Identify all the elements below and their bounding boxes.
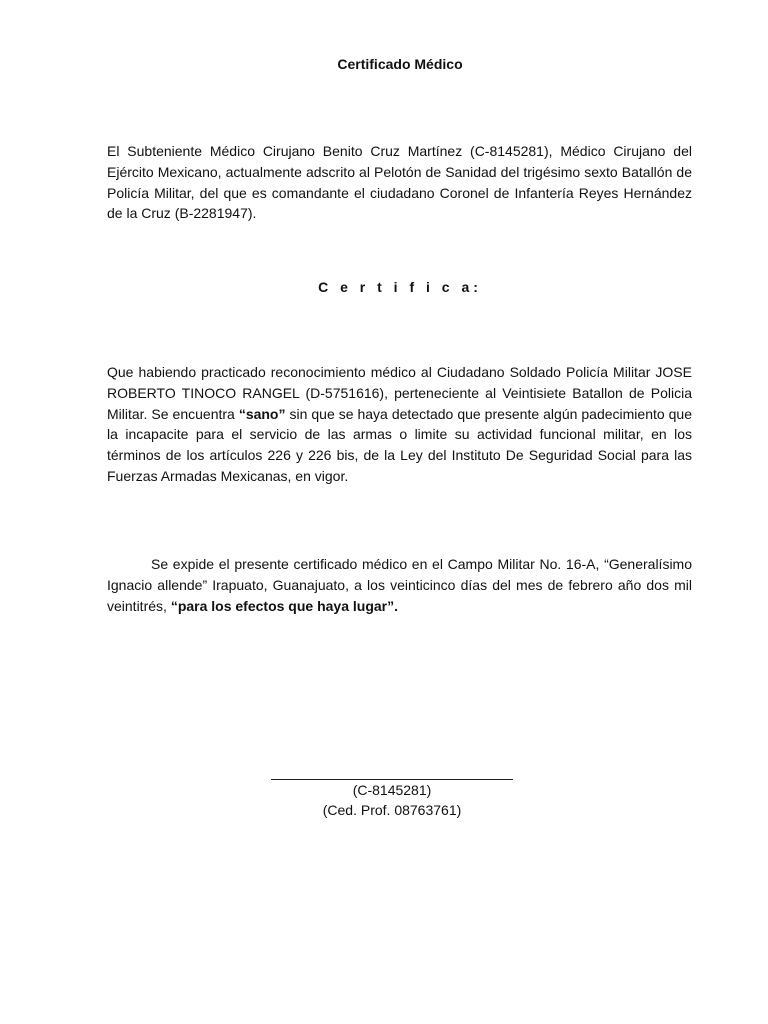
certification-text-start: Que habiendo practicado reconocimiento médico al Ciudadano Soldado Policía Militar JOSE ROBERTO TINOCO RANGEL (D-5751616), perteneciente al Veintisiete Batallon de Policia Militar. Se encuentra xyxy=(107,364,692,422)
certification-text-end: sin que se haya detectado que presente algún padecimiento que la incapacite para el servicio de las armas o limite su actividad funcional militar, en los términos de los artículos 226 y 226 bis, de la Ley del Instituto De Seguridad Social para las Fuerzas Armadas Mexicanas, en vigor. xyxy=(107,405,692,484)
intro-paragraph: El Subteniente Médico Cirujano Benito Cruz Martínez (C-8145281), Médico Cirujano del Ejército Mexicano, actualmente adscrito al Pelotón de Sanidad del trigésimo sexto Batallón de Policía Militar, del que es comandante el ciudadano Coronel de Infantería Reyes Hernández de la Cruz (B-2281947). xyxy=(107,143,692,222)
signature-id: (C-8145281) xyxy=(352,782,432,798)
certification-paragraph xyxy=(107,362,692,487)
issuance-paragraph xyxy=(107,554,692,616)
issuance-text: Se expide el presente certificado médico en el Campo Militar No. 16-A, “Generalísimo Ignacio allende” Irapuato, Guanajuato, a los veinticinco días del mes de febrero año dos mil veintitrés, xyxy=(107,556,692,614)
signature-cedula: (Ced. Prof. 08763761) xyxy=(322,802,462,818)
signature-block xyxy=(270,765,514,820)
health-status: “sano” xyxy=(238,405,286,422)
signature-line xyxy=(271,765,513,780)
issuance-closing: “para los efectos que haya lugar”. xyxy=(170,597,398,614)
certifica-heading: C e r t i f i c a: xyxy=(318,279,482,295)
document-title: Certificado Médico xyxy=(337,56,463,72)
